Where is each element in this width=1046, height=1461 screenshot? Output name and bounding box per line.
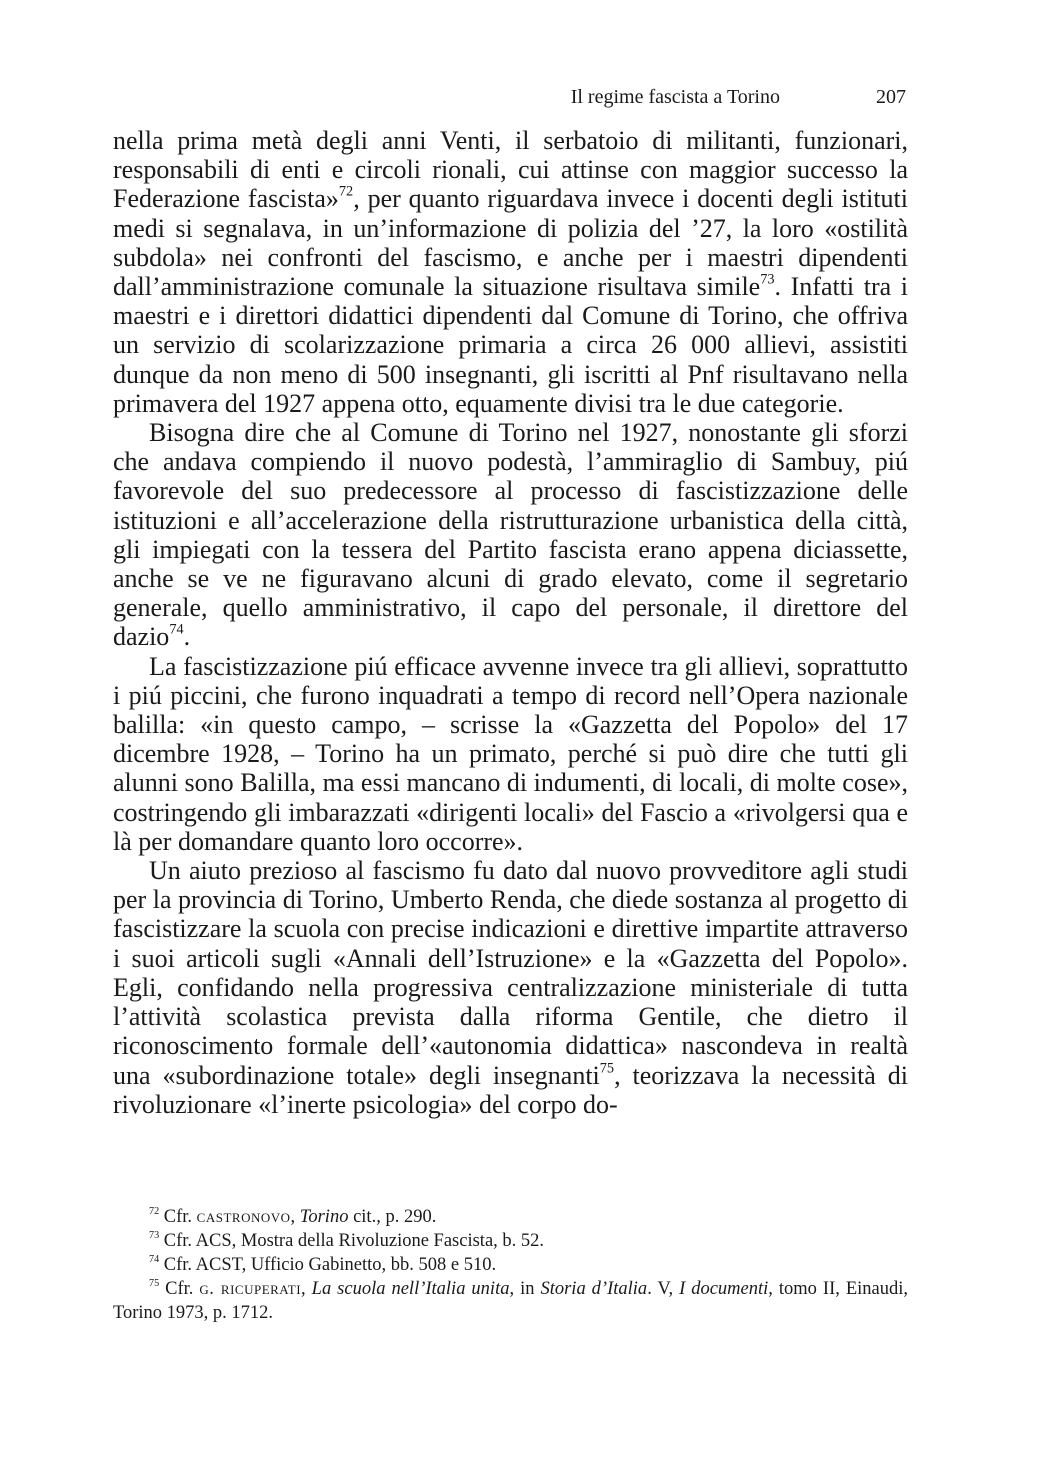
text-segment: Un aiuto prezioso al fascismo fu dato dal nuovo provveditore agli studi per la provincia di Torino, Umberto Renda, che diede sostanza al progetto di fascistizzare la scuola con precise indicazioni e direttive impartite attraverso i suoi articoli sugli «Annali dell’Istruzione» e la «Gazzetta del Popolo». Egli, confidando nella progressiva centralizzazione ministeriale di tutta l’attività scolastica prevista dalla riforma Gentile, che dietro il riconoscimento formale dell’«autonomia didattica» nascondeva in realtà una «subordinazione totale» degli insegnanti [113, 856, 908, 1090]
footnote-text: castronovo [196, 1207, 291, 1227]
footnote [113, 1205, 908, 1229]
text-segment: , teorizzava la necessità di rivoluzionare «l’inerte psicologia» del corpo do- [113, 1060, 908, 1119]
body-text [113, 126, 908, 1119]
footnote-text: Storia d’Italia [540, 1279, 648, 1299]
text-segment: nella prima metà degli anni Venti, il serbatoio di militanti, funzionari, responsabili di enti e circoli rionali, cui attinse con maggior successo la Federazione fascista» [113, 126, 908, 214]
paragraph [113, 652, 908, 856]
footnote-text: Torino [299, 1207, 349, 1227]
text-segment: Bisogna dire che al Comune di Torino nel 1927, nonostante gli sforzi che andava compiendo il nuovo podestà, l’ammiraglio di Sambuy, piú favorevole del suo predecessore al processo di fascistizzazione delle istituzioni e all’accelerazione della ristrutturazione urbanistica della città, gli impiegati con la tessera del Partito fascista erano appena diciassette, anche se ve ne figuravano alcuni di grado elevato, come il segretario generale, quello amministrativo, il capo del personale, il direttore del dazio [113, 418, 908, 652]
footnote-number: 75 [149, 1277, 160, 1289]
text-segment: La fascistizzazione piú efficace avvenne invece tra gli allievi, soprattutto i piú piccini, che furono inquadrati a tempo di record nell’Opera nazionale balilla: «in questo campo, – scrisse la «Gazzetta del Popolo» del 17 dicembre 1928, – Torino ha un primato, perché si può dire che tutti gli alunni sono Balilla, ma essi mancano di indumenti, di locali, di molte cose», costringendo gli imbarazzati «dirigenti locali» del Fascio a «rivolgersi qua e là per domandare quanto loro occorre». [113, 651, 908, 856]
text-segment: . Infatti tra i maestri e i direttori didattici dipendenti dal Comune di Torino, che offriva un servizio di scolarizzazione primaria a circa 26 000 allievi, assistiti dunque da non meno di 500 insegnanti, gli iscritti al Pnf risultavano nella primavera del 1927 appena otto, equamente divisi tra le due categorie. [113, 272, 908, 418]
paragraph [113, 126, 908, 418]
running-title: Il regime fascista a Torino [570, 86, 780, 108]
footnote [113, 1277, 908, 1325]
footnote-ref: 74 [169, 622, 184, 639]
footnote-text: , in [509, 1279, 541, 1299]
page-number: 207 [876, 86, 906, 108]
footnote-text: Cfr. [159, 1279, 200, 1299]
paragraph [113, 418, 908, 652]
footnote-text: , [290, 1207, 300, 1227]
footnote [113, 1229, 908, 1253]
footnote-text: . V, [647, 1279, 680, 1299]
footnote-number: 74 [149, 1253, 160, 1265]
footnote-text: , [301, 1279, 312, 1299]
paragraph [113, 856, 908, 1119]
footnote-number: 73 [149, 1229, 160, 1241]
footnote-text: Cfr. ACS, Mostra della Rivoluzione Fascista, b. 52. [159, 1231, 545, 1251]
footnote-ref: 72 [338, 183, 354, 200]
footnote-ref: 73 [760, 271, 775, 288]
footnote-text: La scuola nell’Italia unita [311, 1279, 510, 1299]
footnote-text: g. ricuperati [199, 1279, 302, 1299]
footnote-ref: 75 [599, 1060, 615, 1077]
footnotes [113, 1205, 908, 1325]
footnote-text: cit., p. 290. [348, 1207, 437, 1227]
footnote-number: 72 [149, 1205, 160, 1217]
footnote-text: Cfr. ACST, Ufficio Gabinetto, bb. 508 e 510. [159, 1255, 497, 1275]
text-segment: . [183, 622, 191, 652]
footnote-text: Cfr. [159, 1207, 197, 1227]
footnote-text: , tomo II, Einaudi, Torino 1973, p. 1712. [113, 1279, 909, 1323]
footnote [113, 1253, 908, 1277]
footnote-text: I documenti [679, 1279, 769, 1299]
text-segment: , per quanto riguardava invece i docenti degli istituti medi si segnalava, in un’informazione di polizia del ’27, la loro «ostilità subdola» nei confronti del fascismo, e anche per i maestri dipendenti dall’amministrazione comunale la situazione risultava simile [113, 184, 908, 302]
